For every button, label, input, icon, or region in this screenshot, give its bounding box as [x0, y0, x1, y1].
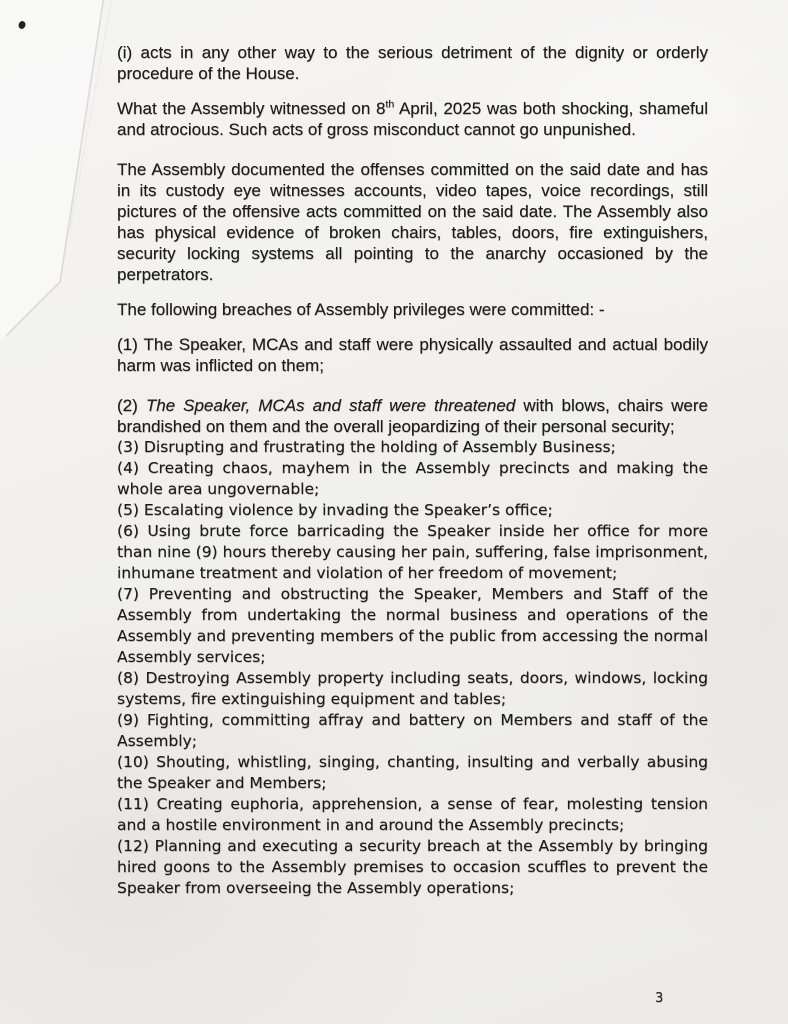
breach-text: Escalating violence by invading the Speaker’s office;	[143, 501, 553, 519]
breach-label: (7)	[117, 585, 139, 603]
page-number: 3	[655, 991, 664, 1006]
breach-label: (4)	[117, 459, 139, 477]
breach-text: Disrupting and frustrating the holding of Assembly Business;	[143, 438, 616, 456]
breach-item-11	[117, 794, 708, 836]
paragraph-text: April, 2025 was both shocking, shameful and atrocious. Such acts of gross misconduct cannot go unpunished.	[117, 99, 708, 139]
breach-text: Fighting, committing affray and battery on Members and staff of the Assembly;	[117, 711, 708, 750]
breach-item-12	[117, 836, 708, 899]
breach-label: (8)	[117, 669, 139, 687]
breach-text: Using brute force barricading the Speaker inside her office for more than nine (9) hours thereby causing her pain, suffering, false imprisonment, inhumane treatment and violation of her freedom of movement;	[117, 522, 708, 582]
breach-item-8	[117, 668, 708, 710]
breach-label: (9)	[117, 711, 139, 729]
breach-label: (1)	[117, 335, 138, 354]
document-body	[117, 42, 708, 899]
breach-label: (12)	[117, 837, 149, 855]
breach-text: Creating euphoria, apprehension, a sense of fear, molesting tension and a hostile environment in and around the Assembly precincts;	[117, 795, 708, 834]
breach-item-5	[117, 500, 708, 521]
corner-fold-highlight	[0, 0, 104, 340]
breach-label: (6)	[117, 522, 139, 540]
breach-label: (10)	[117, 753, 149, 771]
breach-text: with blows, chairs were brandished on them and the overall jeopardizing of their personal security;	[117, 396, 708, 436]
breach-label: (2)	[117, 396, 138, 415]
breach-text: The Speaker, MCAs and staff were physically assaulted and actual bodily harm was inflicted on them;	[117, 335, 708, 375]
breach-text: Planning and executing a security breach at the Assembly by bringing hired goons to the Assembly premises to occasion scuffles to prevent the Speaker from overseeing the Assembly operations;	[117, 837, 708, 897]
breach-item-10	[117, 752, 708, 794]
paragraph-witnessed	[117, 98, 708, 140]
breach-item-1	[117, 334, 708, 376]
superscript-th: th	[385, 98, 395, 111]
fold-crease-line	[6, 0, 104, 336]
paragraph-documented-evidence: The Assembly documented the offenses committed on the said date and has in its custody eye witnesses accounts, video tapes, voice recordings, still pictures of the offensive acts committed on the said date. The Assembly also has physical evidence of broken chairs, tables, doors, fire extinguishers, security locking systems all pointing to the anarchy occasioned by the perpetrators.	[117, 160, 708, 284]
breach-label: (3)	[117, 438, 139, 456]
breaches-heading: The following breaches of Assembly privileges were committed: -	[117, 300, 605, 319]
breach-text: Creating chaos, mayhem in the Assembly precincts and making the whole area ungovernable;	[117, 459, 708, 498]
breach-text: Preventing and obstructing the Speaker, Members and Staff of the Assembly from undertaking the normal business and operations of the Assembly and preventing members of the public from accessing the normal Assembly services;	[117, 585, 708, 666]
breach-text: Shouting, whistling, singing, chanting, insulting and verbally abusing the Speaker and Members;	[117, 753, 708, 792]
paragraph-clause-i: (i) acts in any other way to the serious detriment of the dignity or orderly procedure of the House.	[117, 43, 708, 83]
breach-item-2	[117, 395, 708, 437]
fold-crease-line-secondary	[70, 0, 112, 230]
breach-label: (11)	[117, 795, 149, 813]
breach-text-italic: The Speaker, MCAs and staff were threatened	[145, 396, 516, 415]
breach-item-3	[117, 437, 708, 458]
breach-item-6	[117, 521, 708, 584]
breach-item-9	[117, 710, 708, 752]
breach-text: Destroying Assembly property including seats, doors, windows, locking systems, fire extinguishing equipment and tables;	[117, 669, 708, 708]
breach-item-4	[117, 458, 708, 500]
paragraph-text: What the Assembly witnessed on 8	[117, 99, 386, 118]
ink-dot	[18, 20, 27, 30]
breach-label: (5)	[117, 501, 139, 519]
breach-item-7	[117, 584, 708, 668]
